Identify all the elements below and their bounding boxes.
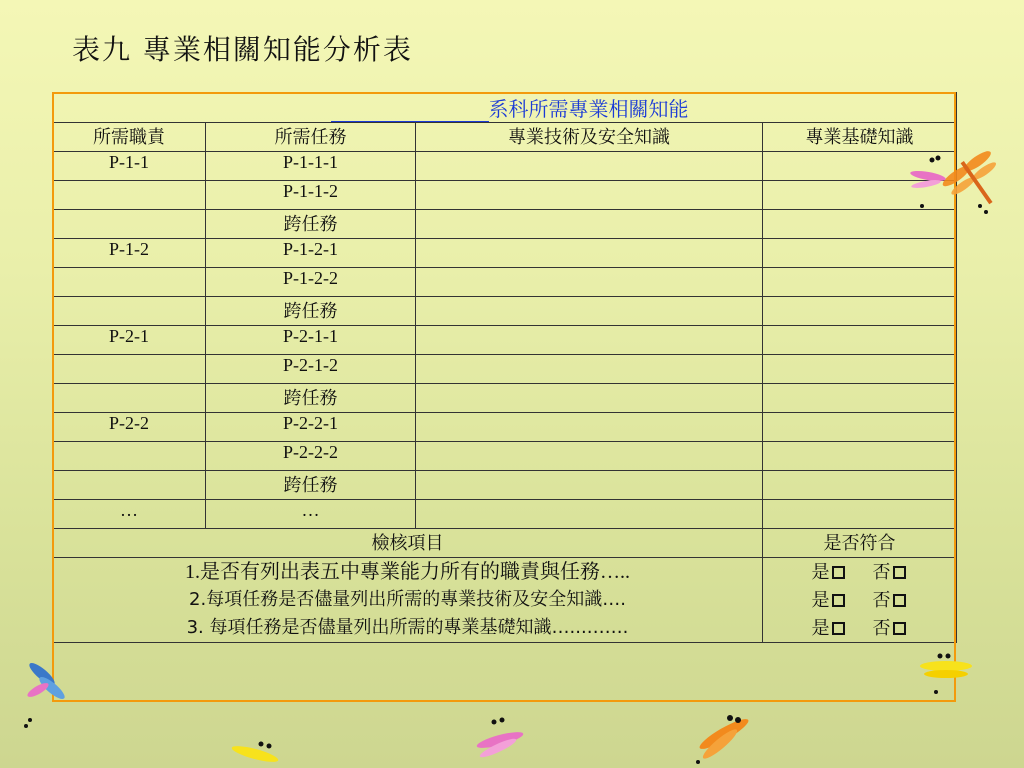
table-caption: 系科所需專業相關知能 xyxy=(488,97,689,121)
table-outer-frame xyxy=(52,92,956,702)
check-item-1: 1.是否有列出表五中專業能力所有的職責與任務….. xyxy=(185,561,630,583)
task-cell: P-1-2-1 xyxy=(206,239,416,268)
duty-cell: P-1-1 xyxy=(53,152,206,181)
header-technical-safety-knowledge: 專業技術及安全知識 xyxy=(416,123,763,152)
no-label: 否 xyxy=(872,618,891,638)
check-item-3: 3. 每項任務是否儘量列出所需的專業基礎知識…...……. xyxy=(186,617,629,638)
task-cell: P-1-1-2 xyxy=(206,181,416,210)
dragonfly-icon xyxy=(690,708,760,768)
dragonfly-icon xyxy=(900,140,1010,220)
task-cell: … xyxy=(206,500,416,529)
dragonfly-icon xyxy=(20,650,90,730)
dragonfly-icon xyxy=(225,738,285,768)
check-items-header: 檢核項目 xyxy=(53,529,763,558)
answer-header: 是否符合 xyxy=(763,529,957,558)
duty-cell: P-2-2 xyxy=(53,413,206,442)
duty-cell: P-2-1 xyxy=(53,326,206,355)
check-item-2: 2.每項任務是否儘量列出所需的專業技術及安全知識…. xyxy=(189,589,626,610)
task-cell: 跨任務 xyxy=(206,297,416,326)
task-cell: 跨任務 xyxy=(206,384,416,413)
no-label: 否 xyxy=(872,562,891,582)
yes-label: 是 xyxy=(811,562,830,582)
task-cell: P-1-2-2 xyxy=(206,268,416,297)
no-label: 否 xyxy=(872,590,891,610)
yes-label: 是 xyxy=(811,590,830,610)
task-cell: P-2-1-2 xyxy=(206,355,416,384)
task-cell: P-2-2-1 xyxy=(206,413,416,442)
duty-cell: P-1-2 xyxy=(53,239,206,268)
dragonfly-icon xyxy=(912,648,982,703)
header-duty: 所需職責 xyxy=(53,123,206,152)
task-cell: P-1-1-1 xyxy=(206,152,416,181)
dragonfly-icon xyxy=(470,712,530,768)
header-task: 所需任務 xyxy=(206,123,416,152)
duty-cell: … xyxy=(53,500,206,529)
page-title: 表九 專業相關知能分析表 xyxy=(72,33,413,66)
yes-label: 是 xyxy=(811,618,830,638)
header-basic-knowledge: 專業基礎知識 xyxy=(763,123,957,152)
task-cell: P-2-1-1 xyxy=(206,326,416,355)
task-cell: 跨任務 xyxy=(206,471,416,500)
task-cell: 跨任務 xyxy=(206,210,416,239)
task-cell: P-2-2-2 xyxy=(206,442,416,471)
